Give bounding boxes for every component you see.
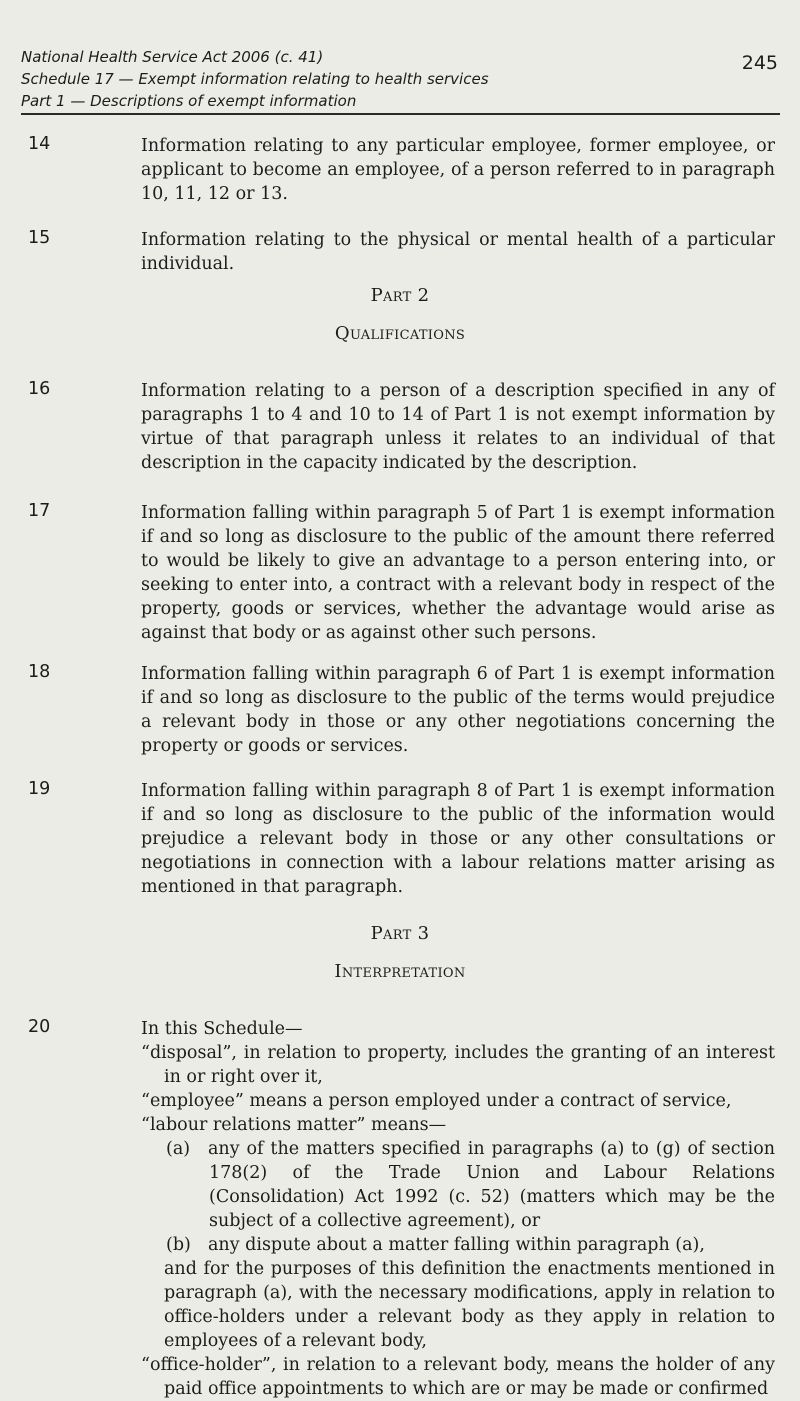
item-text: any dispute about a matter falling within paragraph (a), bbox=[208, 1235, 705, 1255]
paragraph-number: 16 bbox=[28, 379, 51, 399]
schedule-title: Schedule 17 — Exempt information relating to health services bbox=[21, 70, 489, 88]
paragraph-text: Information falling within paragraph 6 of Part 1 is exempt information if and so long as disclosure to the public of the terms would prejudice a relevant body in those or any other negotiations concerning the property or goods or services. bbox=[141, 664, 775, 756]
paragraph-number: 19 bbox=[28, 779, 51, 799]
part-3-heading: Part 3 bbox=[370, 923, 430, 944]
paragraph-number: 18 bbox=[28, 662, 51, 682]
paragraph-number: 14 bbox=[28, 134, 51, 154]
paragraph-text: Information relating to any particular employee, former employee, or applicant to become an employee, of a person referred to in paragraph 10, 11, 12 or 13. bbox=[141, 136, 775, 204]
definition-labour-relations-matter: “labour relations matter” means— bbox=[141, 1115, 447, 1135]
definition-item-a bbox=[141, 1137, 775, 1233]
item-label: (b) bbox=[166, 1235, 191, 1255]
item-label: (a) bbox=[166, 1139, 191, 1159]
paragraph-number: 17 bbox=[28, 501, 51, 521]
definition-employee: “employee” means a person employed under a contract of service, bbox=[141, 1091, 732, 1111]
header-rule bbox=[21, 113, 780, 115]
paragraph-number: 20 bbox=[28, 1017, 51, 1037]
part-title: Part 1 — Descriptions of exempt information bbox=[21, 92, 357, 110]
paragraph-text: Information relating to the physical or mental health of a particular individual. bbox=[141, 230, 775, 274]
item-text: any of the matters specified in paragraphs (a) to (g) of section 178(2) of the Trade Union and Labour Relations (Consolidation) Act 1992 (c. 52) (matters which may be the subject of a collective agreement), or bbox=[208, 1139, 775, 1231]
definitions-intro: In this Schedule— bbox=[141, 1019, 303, 1039]
definitions-block bbox=[141, 1017, 775, 1401]
paragraph-text: Information falling within paragraph 8 of Part 1 is exempt information if and so long as disclosure to the public of the information would prejudice a relevant body in those or any other consultations or negotiations in connection with a labour relations matter arising as mentioned in that paragraph. bbox=[141, 781, 775, 897]
definition-disposal: “disposal”, in relation to property, includes the granting of an interest in or right over it, bbox=[141, 1043, 775, 1087]
part-2-heading: Part 2 bbox=[370, 285, 430, 306]
running-header bbox=[21, 46, 780, 112]
act-title: National Health Service Act 2006 (c. 41) bbox=[21, 48, 324, 66]
definition-tail: and for the purposes of this definition the enactments mentioned in paragraph (a), with the necessary modifications, apply in relation to office-holders under a relevant body as they apply in relation to employees of a relevant body, bbox=[164, 1259, 775, 1351]
paragraph-text: Information relating to a person of a description specified in any of paragraphs 1 to 4 and 10 to 14 of Part 1 is not exempt information by virtue of that paragraph unless it relates to an individual of that description in the capacity indicated by the description. bbox=[141, 381, 775, 473]
paragraph-number: 15 bbox=[28, 228, 51, 248]
part-2-subheading: Qualifications bbox=[334, 323, 466, 344]
part-3-subheading: Interpretation bbox=[334, 961, 466, 982]
definition-office-holder: “office-holder”, in relation to a relevant body, means the holder of any paid office appointments to which are or may be made or confirmed bbox=[141, 1355, 775, 1399]
page-number: 245 bbox=[741, 52, 778, 74]
definition-item-b bbox=[141, 1233, 775, 1257]
paragraph-text: Information falling within paragraph 5 of Part 1 is exempt information if and so long as disclosure to the public of the amount there referred to would be likely to give an advantage to a person entering into, or seeking to enter into, a contract with a relevant body in respect of the property, goods or services, whether the advantage would arise as against that body or as against other such persons. bbox=[141, 503, 775, 643]
